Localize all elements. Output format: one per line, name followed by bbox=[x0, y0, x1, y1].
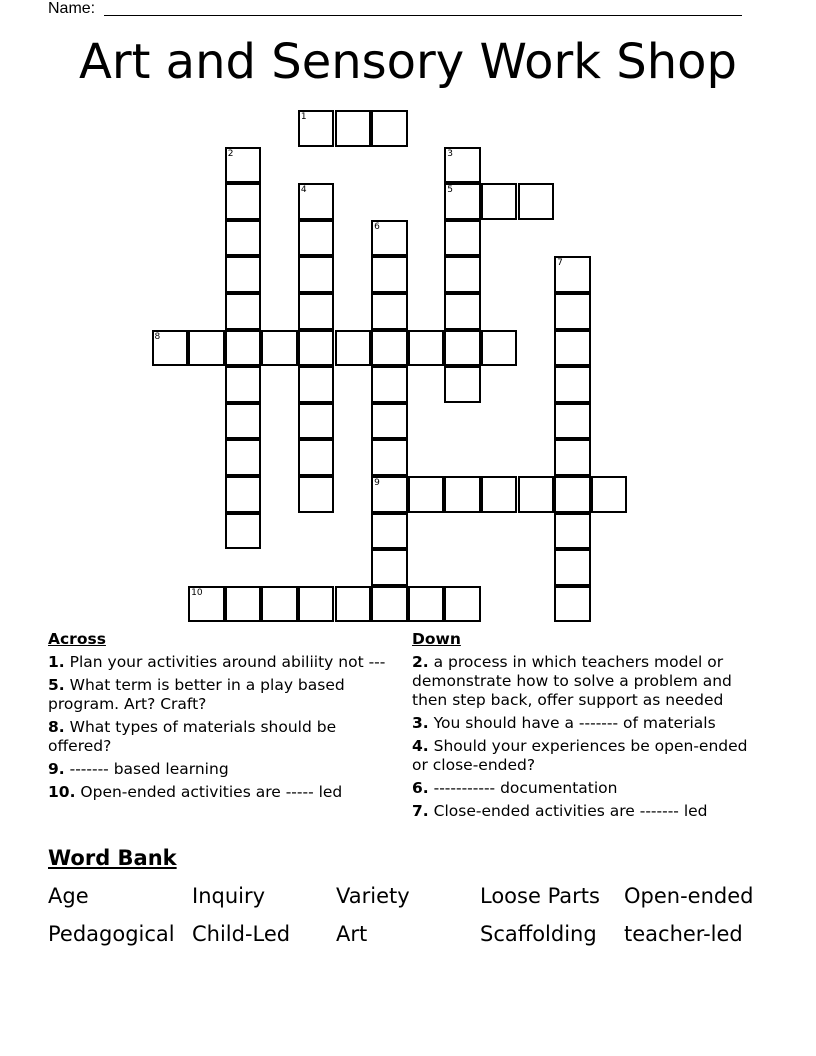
crossword-cell[interactable] bbox=[554, 403, 591, 440]
crossword-cell[interactable] bbox=[444, 147, 481, 184]
crossword-cell[interactable] bbox=[225, 330, 262, 367]
crossword-cell[interactable] bbox=[371, 220, 408, 257]
crossword-cell[interactable] bbox=[298, 183, 335, 220]
clue-text: Open-ended activities are ----- led bbox=[80, 783, 343, 801]
clue-text: What types of materials should be offered? bbox=[48, 718, 337, 755]
crossword-cell[interactable] bbox=[444, 476, 481, 513]
across-clue bbox=[48, 718, 398, 756]
crossword-cell[interactable] bbox=[298, 220, 335, 257]
crossword-cell[interactable] bbox=[335, 330, 372, 367]
crossword-cell[interactable] bbox=[225, 256, 262, 293]
crossword-cell[interactable] bbox=[298, 586, 335, 623]
crossword-cell[interactable] bbox=[371, 293, 408, 330]
clue-number: 9. bbox=[48, 760, 65, 778]
clue-number: 2 bbox=[227, 148, 234, 159]
crossword-cell[interactable] bbox=[225, 366, 262, 403]
crossword-cell[interactable] bbox=[408, 586, 445, 623]
crossword-cell[interactable] bbox=[371, 513, 408, 550]
clue-number: 1. bbox=[48, 653, 65, 671]
crossword-cell[interactable] bbox=[554, 330, 591, 367]
crossword-cell[interactable] bbox=[225, 403, 262, 440]
down-heading: Down bbox=[412, 630, 461, 648]
clue-number: 8 bbox=[154, 331, 161, 342]
crossword-cell[interactable] bbox=[225, 293, 262, 330]
crossword-cell[interactable] bbox=[444, 586, 481, 623]
clue-number: 5. bbox=[48, 676, 65, 694]
across-clue bbox=[48, 783, 398, 802]
crossword-cell[interactable] bbox=[371, 586, 408, 623]
crossword-cell[interactable] bbox=[554, 256, 591, 293]
down-clue bbox=[412, 653, 762, 710]
word-bank-title: Word Bank bbox=[48, 846, 177, 870]
crossword-cell[interactable] bbox=[554, 586, 591, 623]
crossword-cell[interactable] bbox=[371, 549, 408, 586]
crossword-cell[interactable] bbox=[554, 476, 591, 513]
word-bank-word: Loose Parts bbox=[480, 884, 600, 908]
clue-text: a process in which teachers model or demonstrate how to solve a problem and then step back, offer support as needed bbox=[412, 653, 732, 709]
crossword-cell[interactable] bbox=[225, 183, 262, 220]
word-bank-word: Pedagogical bbox=[48, 922, 175, 946]
crossword-cell[interactable] bbox=[518, 183, 555, 220]
word-bank-word: Scaffolding bbox=[480, 922, 597, 946]
crossword-cell[interactable] bbox=[371, 366, 408, 403]
crossword-cell[interactable] bbox=[554, 439, 591, 476]
clue-number: 2. bbox=[412, 653, 429, 671]
clue-text: Plan your activities around abiliity not --- bbox=[69, 653, 386, 671]
word-bank-word: Inquiry bbox=[192, 884, 266, 908]
crossword-cell[interactable] bbox=[298, 366, 335, 403]
crossword-cell[interactable] bbox=[518, 476, 555, 513]
clue-number: 7. bbox=[412, 802, 429, 820]
crossword-cell[interactable] bbox=[335, 110, 372, 147]
clue-number: 6. bbox=[412, 779, 429, 797]
crossword-cell[interactable] bbox=[298, 403, 335, 440]
down-clue bbox=[412, 714, 762, 733]
word-bank-word: Child-Led bbox=[192, 922, 291, 946]
clue-number: 3 bbox=[447, 148, 454, 159]
crossword-cell[interactable] bbox=[481, 476, 518, 513]
crossword-cell[interactable] bbox=[225, 147, 262, 184]
clue-number: 1 bbox=[300, 112, 307, 122]
crossword-cell[interactable] bbox=[554, 549, 591, 586]
crossword-cell[interactable] bbox=[152, 330, 189, 367]
crossword-cell[interactable] bbox=[444, 293, 481, 330]
crossword-cell[interactable] bbox=[298, 256, 335, 293]
word-bank-word: Art bbox=[336, 922, 368, 946]
crossword-cell[interactable] bbox=[188, 330, 225, 367]
clue-number: 7 bbox=[557, 258, 563, 269]
clue-number: 6 bbox=[374, 221, 380, 232]
down-clue bbox=[412, 779, 762, 798]
crossword-cell[interactable] bbox=[371, 439, 408, 476]
crossword-cell[interactable] bbox=[554, 293, 591, 330]
down-clue bbox=[412, 737, 762, 775]
crossword-cell[interactable] bbox=[371, 476, 408, 513]
crossword-cell[interactable] bbox=[481, 330, 518, 367]
across-clue bbox=[48, 676, 398, 714]
crossword-cell[interactable] bbox=[371, 110, 408, 147]
clue-text: What term is better in a play based program. Art? Craft? bbox=[48, 676, 345, 713]
across-clues bbox=[48, 630, 398, 806]
crossword-cell[interactable] bbox=[225, 513, 262, 550]
crossword-cell[interactable] bbox=[298, 293, 335, 330]
crossword-cell[interactable] bbox=[444, 220, 481, 257]
clue-text: Close-ended activities are ------- led bbox=[433, 802, 708, 820]
clue-text: Should your experiences be open-ended or close-ended? bbox=[412, 737, 748, 774]
crossword-cell[interactable] bbox=[225, 476, 262, 513]
clue-number: 4. bbox=[412, 737, 429, 755]
clue-number: 3. bbox=[412, 714, 429, 732]
clue-number: 8. bbox=[48, 718, 65, 736]
crossword-cell[interactable] bbox=[371, 403, 408, 440]
crossword-cell[interactable] bbox=[298, 330, 335, 367]
crossword-cell[interactable] bbox=[225, 220, 262, 257]
clue-text: You should have a ------- of materials bbox=[433, 714, 716, 732]
clue-number: 4 bbox=[300, 185, 307, 196]
crossword-cell[interactable] bbox=[298, 110, 335, 147]
crossword-cell[interactable] bbox=[444, 330, 481, 367]
crossword-cell[interactable] bbox=[225, 439, 262, 476]
clue-text: ------- based learning bbox=[69, 760, 229, 778]
name-label: Name: bbox=[48, 0, 96, 17]
clue-number: 10. bbox=[48, 783, 76, 801]
clue-text: ----------- documentation bbox=[433, 779, 618, 797]
crossword-cell[interactable] bbox=[188, 586, 225, 623]
across-heading: Across bbox=[48, 630, 106, 648]
crossword-cell[interactable] bbox=[261, 586, 298, 623]
crossword-cell[interactable] bbox=[225, 586, 262, 623]
word-bank-word: Age bbox=[48, 884, 89, 908]
page-title: Art and Sensory Work Shop bbox=[79, 34, 737, 90]
crossword-cell[interactable] bbox=[444, 366, 481, 403]
crossword-cell[interactable] bbox=[554, 513, 591, 550]
clue-number: 9 bbox=[374, 478, 380, 488]
crossword-cell[interactable] bbox=[408, 330, 445, 367]
crossword-cell[interactable] bbox=[408, 476, 445, 513]
clue-number: 5 bbox=[447, 185, 454, 196]
crossword-cell[interactable] bbox=[298, 476, 335, 513]
crossword-cell[interactable] bbox=[371, 330, 408, 367]
clue-number: 10 bbox=[191, 587, 203, 598]
across-clue bbox=[48, 653, 398, 672]
word-bank-word: Open-ended bbox=[624, 884, 754, 908]
word-bank-word: Variety bbox=[336, 884, 410, 908]
crossword-cell[interactable] bbox=[335, 586, 372, 623]
crossword-cell[interactable] bbox=[444, 256, 481, 293]
crossword-cell[interactable] bbox=[444, 183, 481, 220]
crossword-cell[interactable] bbox=[591, 476, 628, 513]
crossword-cell[interactable] bbox=[371, 256, 408, 293]
word-bank-word: teacher-led bbox=[624, 922, 743, 946]
crossword-cell[interactable] bbox=[554, 366, 591, 403]
down-clue bbox=[412, 802, 762, 821]
crossword-cell[interactable] bbox=[298, 439, 335, 476]
crossword-cell[interactable] bbox=[481, 183, 518, 220]
down-clues bbox=[412, 630, 762, 825]
across-clue bbox=[48, 760, 398, 779]
crossword-cell[interactable] bbox=[261, 330, 298, 367]
